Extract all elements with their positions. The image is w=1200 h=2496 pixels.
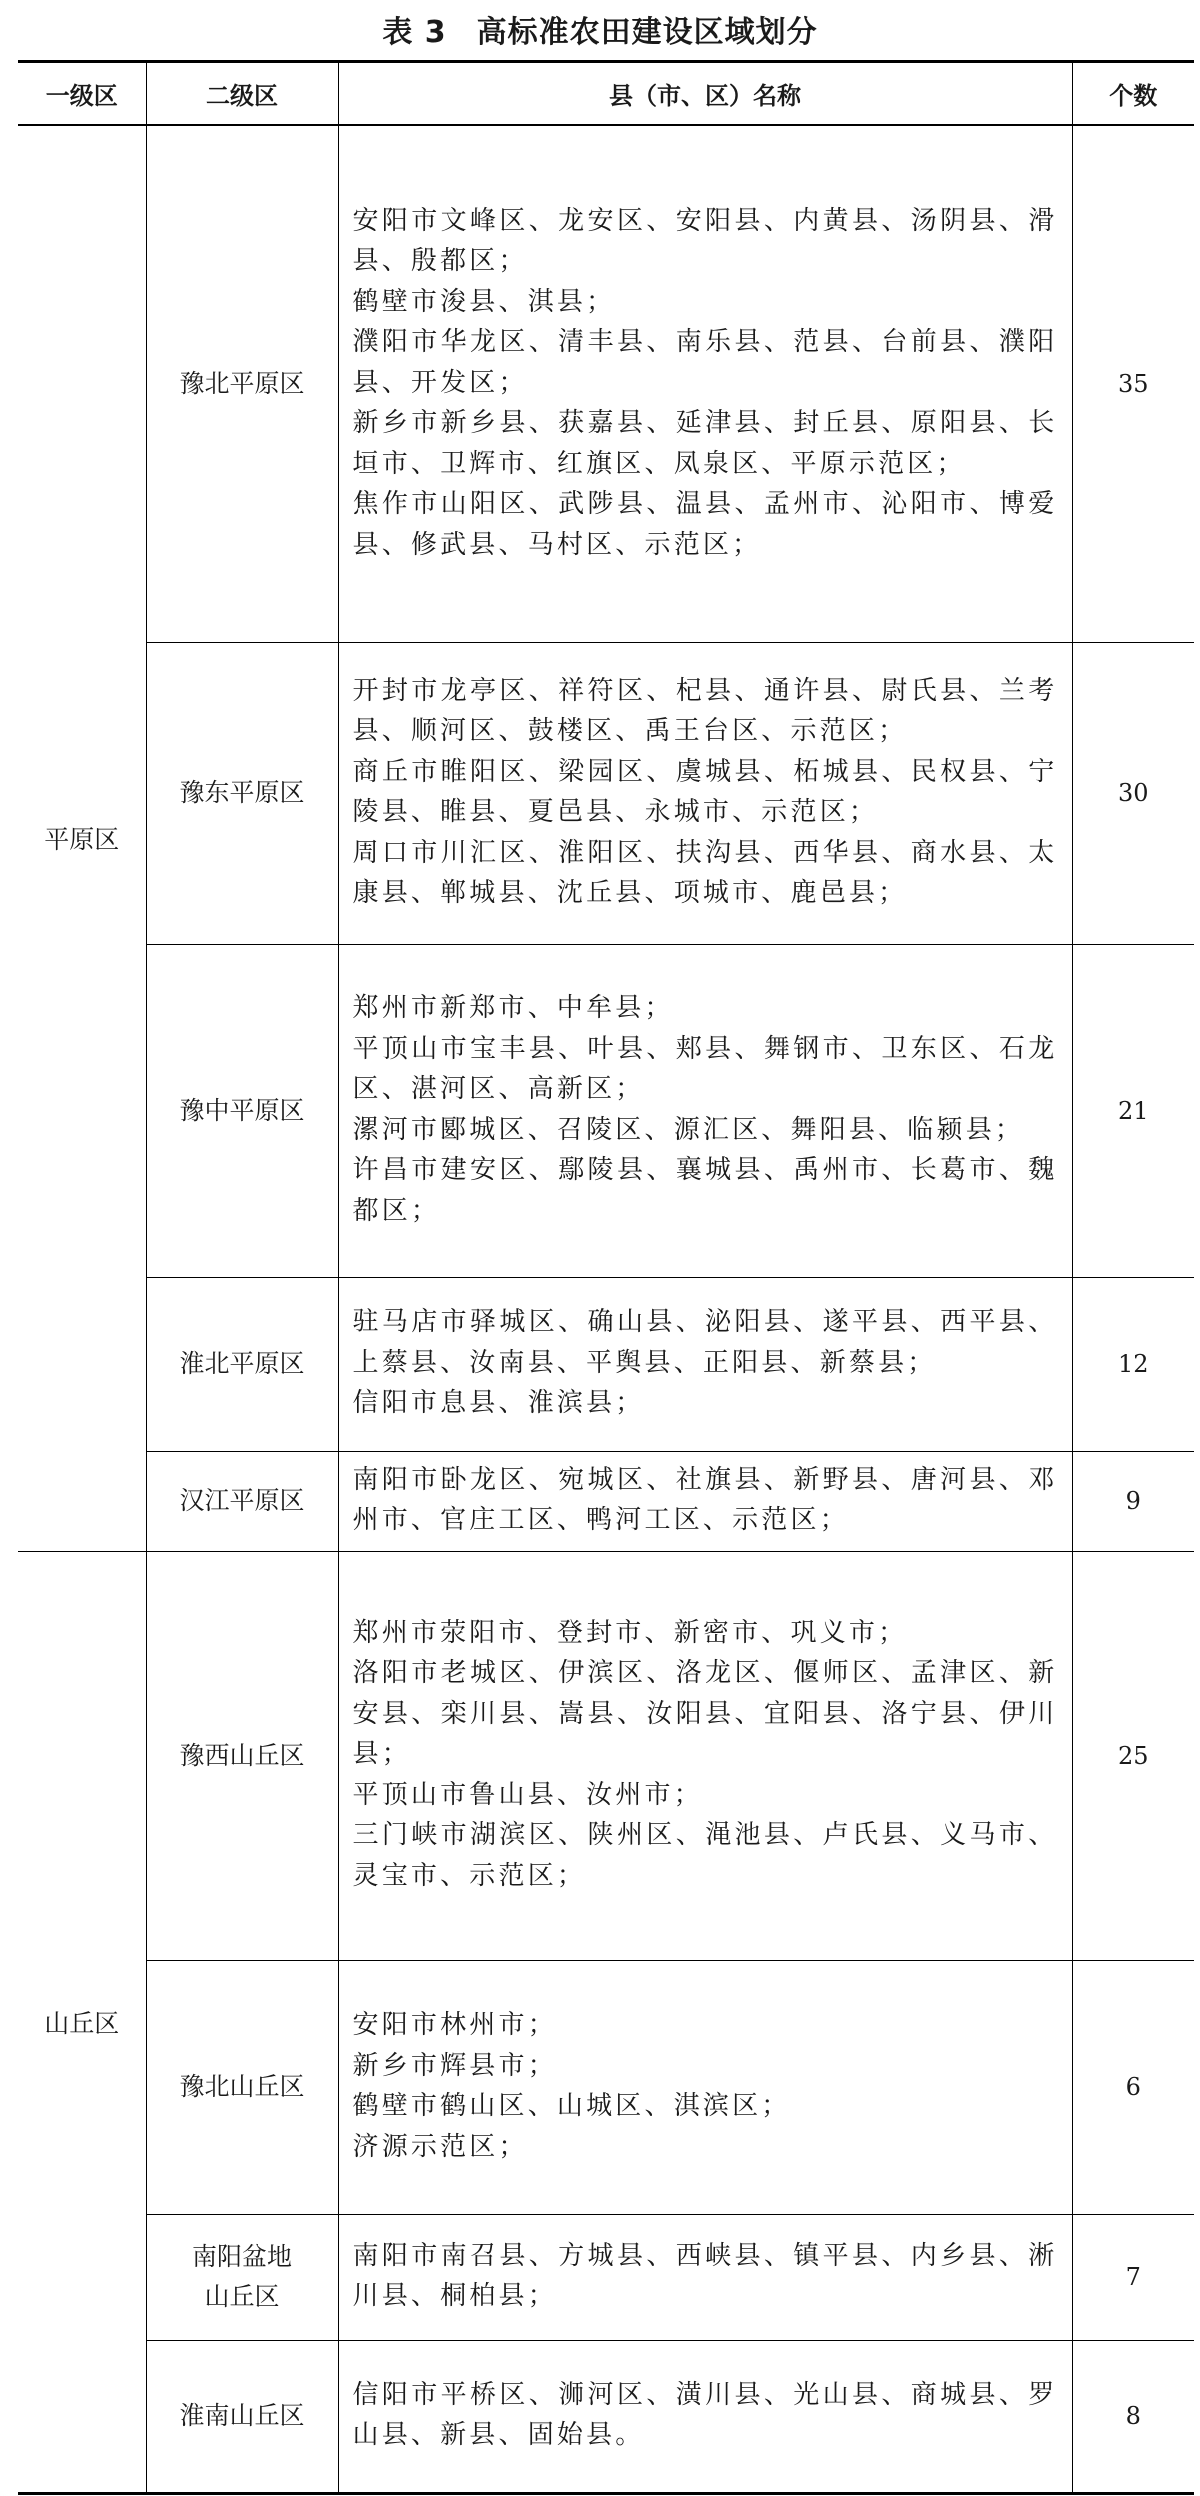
table-row [18,642,1194,944]
count-cell: 21 [1072,944,1194,1277]
county-line: 平顶山市宝丰县、叶县、郏县、舞钢市、卫东区、石龙区、湛河区、高新区； [352,1033,1058,1104]
county-line: 开封市龙亭区、祥符区、杞县、通许县、尉氏县、兰考县、顺河区、鼓楼区、禹王台区、示范区； [352,675,1058,746]
header-level2: 二级区 [146,62,338,126]
county-line: 信阳市平桥区、浉河区、潢川县、光山县、商城县、罗山县、新县、固始县。 [352,2379,1058,2450]
level2-cell [146,2214,338,2340]
level2-cell: 豫北平原区 [146,125,338,642]
header-names: 县（市、区）名称 [338,62,1072,126]
level2-cell: 豫中平原区 [146,944,338,1277]
county-line: 郑州市荥阳市、登封市、新密市、巩义市； [352,1617,908,1648]
county-line: 鹤壁市鹤山区、山城区、淇滨区； [352,2091,791,2121]
table-row [18,1451,1194,1551]
county-list [338,125,1072,642]
county-line: 鹤壁市浚县、淇县； [352,286,616,317]
county-line: 漯河市郾城区、召陵区、源汇区、舞阳县、临颍县； [352,1114,1025,1145]
table-row [18,1960,1194,2214]
level2-cell: 淮北平原区 [146,1277,338,1451]
county-line: 郑州市新郑市、中牟县； [352,993,674,1023]
table-row [18,2340,1194,2493]
county-list [338,1551,1072,1960]
county-line: 信阳市息县、淮滨县； [352,1388,645,1419]
count-cell: 12 [1072,1277,1194,1451]
level2-name-line: 山丘区 [204,2282,280,2311]
county-list [338,2214,1072,2340]
table-row [18,1551,1194,1960]
level2-name-line: 南阳盆地 [191,2242,292,2271]
county-line: 许昌市建安区、鄢陵县、襄城县、禹州市、长葛市、魏都区； [352,1155,1058,1226]
county-line: 新乡市新乡县、获嘉县、延津县、封丘县、原阳县、长垣市、卫辉市、红旗区、凤泉区、平原示范区； [352,408,1058,479]
county-line: 洛阳市老城区、伊滨区、洛龙区、偃师区、孟津区、新安县、栾川县、嵩县、汝阳县、宜阳县、洛宁县、伊川县； [352,1658,1058,1770]
count-cell: 7 [1072,2214,1194,2340]
table-caption: 高标准农田建设区域划分 [476,15,818,50]
county-line: 安阳市林州市； [352,2010,557,2040]
county-line: 南阳市卧龙区、宛城区、社旗县、新野县、唐河县、邓州市、官庄工区、鸭河工区、示范区； [352,1464,1058,1535]
county-line: 济源示范区； [352,2131,528,2162]
county-line: 商丘市睢阳区、梁园区、虞城县、柘城县、民权县、宁陵县、睢县、夏邑县、永城市、示范区； [352,756,1058,827]
county-line: 周口市川汇区、淮阳区、扶沟县、西华县、商水县、太康县、郸城县、沈丘县、项城市、鹿邑县； [352,837,1058,908]
county-list [338,1277,1072,1451]
level1-plain: 平原区 [18,125,146,1551]
county-line: 新乡市辉县市； [352,2050,557,2081]
count-cell: 35 [1072,125,1194,642]
county-list [338,1451,1072,1551]
header-count: 个数 [1072,62,1194,126]
header-row [18,62,1194,126]
count-cell: 6 [1072,1960,1194,2214]
level2-cell: 汉江平原区 [146,1451,338,1551]
count-cell: 30 [1072,642,1194,944]
county-line: 安阳市文峰区、龙安区、安阳县、内黄县、汤阴县、滑县、殷都区； [352,205,1058,276]
count-cell: 9 [1072,1451,1194,1551]
count-cell: 25 [1072,1551,1194,1960]
county-line: 南阳市南召县、方城县、西峡县、镇平县、内乡县、淅川县、桐柏县； [352,2240,1058,2311]
county-line: 平顶山市鲁山县、汝州市； [352,1779,703,1810]
county-line: 驻马店市驿城区、确山县、泌阳县、遂平县、西平县、上蔡县、汝南县、平舆县、正阳县、新蔡县； [352,1307,1058,1378]
header-level1: 一级区 [18,62,146,126]
table-title [0,0,1200,58]
county-line: 濮阳市华龙区、清丰县、南乐县、范县、台前县、濮阳县、开发区； [352,327,1058,398]
county-list [338,1960,1072,2214]
level2-cell: 淮南山丘区 [146,2340,338,2493]
level1-hill: 山丘区 [18,1551,146,2493]
county-list [338,2340,1072,2493]
region-table [18,60,1194,2495]
table-row [18,2214,1194,2340]
level2-cell: 豫东平原区 [146,642,338,944]
table-row [18,944,1194,1277]
table-row [18,1277,1194,1451]
level2-cell: 豫北山丘区 [146,1960,338,2214]
county-list [338,944,1072,1277]
level2-cell: 豫西山丘区 [146,1551,338,1960]
table-row [18,125,1194,642]
county-list [338,642,1072,944]
county-line: 焦作市山阳区、武陟县、温县、孟州市、沁阳市、博爱县、修武县、马村区、示范区； [352,489,1058,560]
count-cell: 8 [1072,2340,1194,2493]
table-number: 表 3 [382,15,447,50]
county-line: 三门峡市湖滨区、陕州区、渑池县、卢氏县、义马市、灵宝市、示范区； [352,1820,1058,1891]
